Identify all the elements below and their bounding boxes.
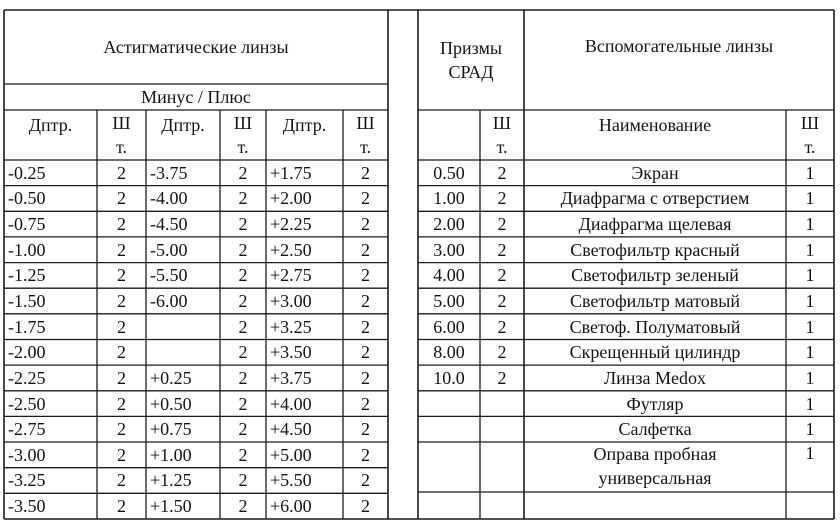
count-header-line1: Ш — [800, 112, 820, 133]
auxiliary-col-header-name: Наименование — [598, 115, 712, 135]
prisms-col-header-count — [480, 112, 524, 158]
astigmatic-cell-count: 2 — [361, 496, 370, 517]
astigmatic-cell-diopter: -2.75 — [8, 419, 46, 440]
prism-cell-count: 2 — [497, 265, 507, 286]
auxiliary-cell-count: 1 — [805, 265, 815, 286]
astigmatic-cell-diopter: +3.25 — [270, 316, 312, 337]
auxiliary-cell-name: Салфетка — [618, 419, 692, 440]
auxiliary-row-last-count: 1 — [805, 443, 815, 463]
astigmatic-cell-count: 2 — [361, 214, 370, 235]
prisms-title — [418, 22, 524, 98]
astigmatic-cell-diopter: +4.00 — [270, 393, 312, 414]
astigmatic-cell-count: 2 — [361, 444, 370, 465]
astigmatic-cell-diopter — [146, 314, 224, 340]
astigmatic-cell-diopter: -2.00 — [8, 342, 46, 363]
astigmatic-cell-diopter: -6.00 — [150, 291, 188, 311]
astigmatic-cell-diopter: -5.00 — [150, 239, 188, 260]
auxiliary-cell-count: 1 — [805, 367, 815, 388]
astigmatic-cell-diopter: -3.75 — [150, 162, 188, 183]
auxiliary-row-last-name — [524, 442, 786, 490]
count-header-line2: т. — [804, 137, 816, 157]
auxiliary-cell-count: 1 — [805, 393, 815, 414]
astigmatic-cell-diopter: -0.75 — [8, 214, 46, 235]
auxiliary-cell-count: 1 — [805, 419, 815, 440]
astigmatic-cell-diopter: +1.75 — [270, 162, 312, 183]
auxiliary-cell-name: Диафрагма с отверстием — [560, 188, 750, 209]
auxiliary-cell-name: Светофильтр зеленый — [571, 265, 739, 286]
count-header-line1: Ш — [112, 112, 131, 133]
prism-cell-diopter: 2.00 — [433, 214, 465, 235]
auxiliary-cell-name: Светофильтр красный — [570, 239, 740, 260]
astigmatic-cell-count: 2 — [117, 496, 126, 517]
astigmatic-cell-diopter: -5.50 — [150, 265, 188, 286]
col-header-count-1 — [97, 112, 146, 158]
astigmatic-cell-diopter: -3.50 — [8, 496, 46, 517]
astigmatic-cell-count: 2 — [117, 188, 126, 209]
astigmatic-cell-count: 2 — [238, 367, 248, 388]
astigmatic-cell-diopter: -3.00 — [8, 444, 46, 465]
auxiliary-cell-name: Диафрагма щелевая — [578, 214, 732, 235]
auxiliary-cell-name: Линза Medox — [603, 367, 707, 388]
astigmatic-cell-count: 2 — [238, 342, 248, 363]
auxiliary-cell-name: Светоф. Полуматовый — [569, 316, 741, 337]
astigmatic-cell-count: 2 — [117, 419, 126, 440]
astigmatic-cell-count: 2 — [117, 265, 126, 286]
astigmatic-cell-diopter: -0.25 — [8, 162, 46, 183]
astigmatic-cell-count: 2 — [117, 342, 126, 363]
astigmatic-cell-count: 2 — [117, 239, 126, 260]
astigmatic-cell-count: 2 — [238, 239, 248, 260]
astigmatic-cell-diopter: +0.75 — [150, 419, 192, 440]
auxiliary-cell-name: Экран — [631, 162, 679, 183]
astigmatic-cell-diopter: -4.50 — [150, 214, 188, 235]
col-header-count-2 — [220, 112, 266, 158]
prism-cell-count: 2 — [497, 367, 507, 388]
prism-cell-diopter: 0.50 — [433, 162, 465, 183]
astigmatic-cell-count: 2 — [361, 419, 370, 440]
prism-cell-count: 2 — [497, 188, 507, 209]
astigmatic-subtitle: Минус / Плюс — [141, 87, 251, 107]
astigmatic-cell-count: 2 — [361, 188, 370, 209]
prism-cell-diopter: 8.00 — [433, 342, 465, 363]
prism-cell-diopter: 10.0 — [433, 367, 465, 388]
auxiliary-cell-count: 1 — [805, 291, 815, 311]
astigmatic-cell-count: 2 — [238, 291, 248, 311]
count-header-line1: Ш — [492, 112, 512, 133]
astigmatic-cell-diopter: +4.50 — [270, 419, 312, 440]
astigmatic-cell-diopter: +6.00 — [270, 496, 312, 517]
astigmatic-cell-diopter: -1.00 — [8, 239, 46, 260]
prism-cell-count: 2 — [497, 162, 507, 183]
astigmatic-cell-count: 2 — [238, 470, 248, 491]
astigmatic-cell-diopter: +1.50 — [150, 496, 192, 517]
astigmatic-cell-diopter: +2.25 — [270, 214, 312, 235]
astigmatic-cell-count: 2 — [361, 291, 370, 311]
auxiliary-cell-count: 1 — [805, 316, 815, 337]
auxiliary-cell-count: 1 — [805, 239, 815, 260]
auxiliary-cell-name: Светофильтр матовый — [569, 291, 741, 311]
astigmatic-cell-count: 2 — [117, 316, 126, 337]
prism-cell-diopter: 6.00 — [433, 316, 465, 337]
astigmatic-cell-diopter: -0.50 — [8, 188, 46, 209]
prism-cell-count: 2 — [497, 291, 507, 311]
prism-cell-diopter: 1.00 — [433, 188, 465, 209]
astigmatic-cell-count: 2 — [361, 316, 370, 337]
astigmatic-cell-count: 2 — [117, 291, 126, 311]
count-header-line2: т. — [115, 137, 127, 157]
prism-cell-count: 2 — [497, 316, 507, 337]
astigmatic-cell-count: 2 — [117, 162, 126, 183]
astigmatic-cell-diopter: +2.50 — [270, 239, 312, 260]
col-header-diopter-2: Дптр. — [161, 115, 205, 135]
auxiliary-title: Вспомогательные линзы — [584, 36, 774, 56]
astigmatic-cell-diopter: +5.00 — [270, 444, 312, 465]
auxiliary-cell-count: 1 — [805, 188, 815, 209]
astigmatic-cell-count: 2 — [361, 162, 370, 183]
col-header-diopter-1: Дптр. — [28, 115, 73, 135]
astigmatic-cell-diopter: +2.00 — [270, 188, 312, 209]
prism-cell-count: 2 — [497, 342, 507, 363]
last-row-line2: универсальная — [598, 468, 712, 488]
astigmatic-cell-count: 2 — [238, 496, 248, 517]
astigmatic-cell-count: 2 — [117, 393, 126, 414]
astigmatic-cell-count: 2 — [361, 393, 370, 414]
prism-cell-diopter: 3.00 — [433, 239, 465, 260]
count-header-line2: т. — [359, 137, 371, 157]
astigmatic-cell-diopter: -4.00 — [150, 188, 188, 209]
astigmatic-cell-count: 2 — [117, 367, 126, 388]
astigmatic-cell-diopter: -1.50 — [8, 291, 46, 311]
astigmatic-cell-count: 2 — [238, 316, 248, 337]
astigmatic-cell-diopter: +5.50 — [270, 470, 312, 491]
astigmatic-cell-diopter: -1.25 — [8, 265, 46, 286]
prism-cell-count: 2 — [497, 214, 507, 235]
prism-cell-diopter: 4.00 — [433, 265, 465, 286]
astigmatic-cell-count: 2 — [238, 393, 248, 414]
astigmatic-cell-diopter — [146, 339, 224, 365]
auxiliary-cell-name: Скрещенный цилиндр — [569, 342, 741, 363]
auxiliary-cell-count: 1 — [805, 162, 815, 183]
astigmatic-title: Астигматические линзы — [103, 37, 289, 57]
astigmatic-cell-count: 2 — [361, 367, 370, 388]
astigmatic-cell-diopter: +3.50 — [270, 342, 312, 363]
astigmatic-cell-diopter: +0.50 — [150, 393, 192, 414]
col-header-count-3 — [343, 112, 388, 158]
count-header-line1: Ш — [356, 112, 375, 133]
astigmatic-cell-diopter: +1.00 — [150, 444, 192, 465]
astigmatic-cell-count: 2 — [117, 470, 126, 491]
prism-cell-diopter: 5.00 — [433, 291, 465, 311]
count-header-line1: Ш — [233, 112, 253, 133]
astigmatic-cell-count: 2 — [361, 239, 370, 260]
astigmatic-cell-diopter: -1.75 — [8, 316, 46, 337]
auxiliary-cell-count: 1 — [805, 342, 815, 363]
astigmatic-cell-count: 2 — [361, 470, 370, 491]
col-header-diopter-3: Дптр. — [282, 115, 327, 135]
astigmatic-cell-diopter: -2.25 — [8, 367, 46, 388]
auxiliary-cell-count: 1 — [805, 214, 815, 235]
auxiliary-col-header-count — [786, 112, 834, 158]
astigmatic-cell-count: 2 — [238, 214, 248, 235]
astigmatic-cell-diopter: -3.25 — [8, 470, 46, 491]
astigmatic-cell-count: 2 — [238, 265, 248, 286]
astigmatic-cell-count: 2 — [117, 444, 126, 465]
auxiliary-cell-name: Футляр — [626, 393, 684, 414]
astigmatic-cell-count: 2 — [361, 265, 370, 286]
astigmatic-cell-count: 2 — [238, 188, 248, 209]
count-header-line2: т. — [496, 137, 508, 157]
astigmatic-cell-diopter: +3.75 — [270, 367, 312, 388]
astigmatic-cell-diopter: -2.50 — [8, 393, 46, 414]
prism-cell-count: 2 — [497, 239, 507, 260]
astigmatic-cell-diopter: +3.00 — [270, 291, 312, 311]
astigmatic-cell-count: 2 — [361, 342, 370, 363]
astigmatic-cell-count: 2 — [238, 419, 248, 440]
astigmatic-cell-diopter: +2.75 — [270, 265, 312, 286]
count-header-line2: т. — [237, 137, 249, 157]
astigmatic-cell-diopter: +1.25 — [150, 470, 192, 491]
astigmatic-cell-diopter: +0.25 — [150, 367, 192, 388]
prisms-title-line1: Призмы — [440, 37, 502, 58]
astigmatic-cell-count: 2 — [238, 162, 248, 183]
prisms-title-line2: СРАД — [448, 62, 494, 82]
last-row-line1: Оправа пробная — [593, 443, 717, 464]
astigmatic-cell-count: 2 — [117, 214, 126, 235]
astigmatic-cell-count: 2 — [238, 444, 248, 465]
